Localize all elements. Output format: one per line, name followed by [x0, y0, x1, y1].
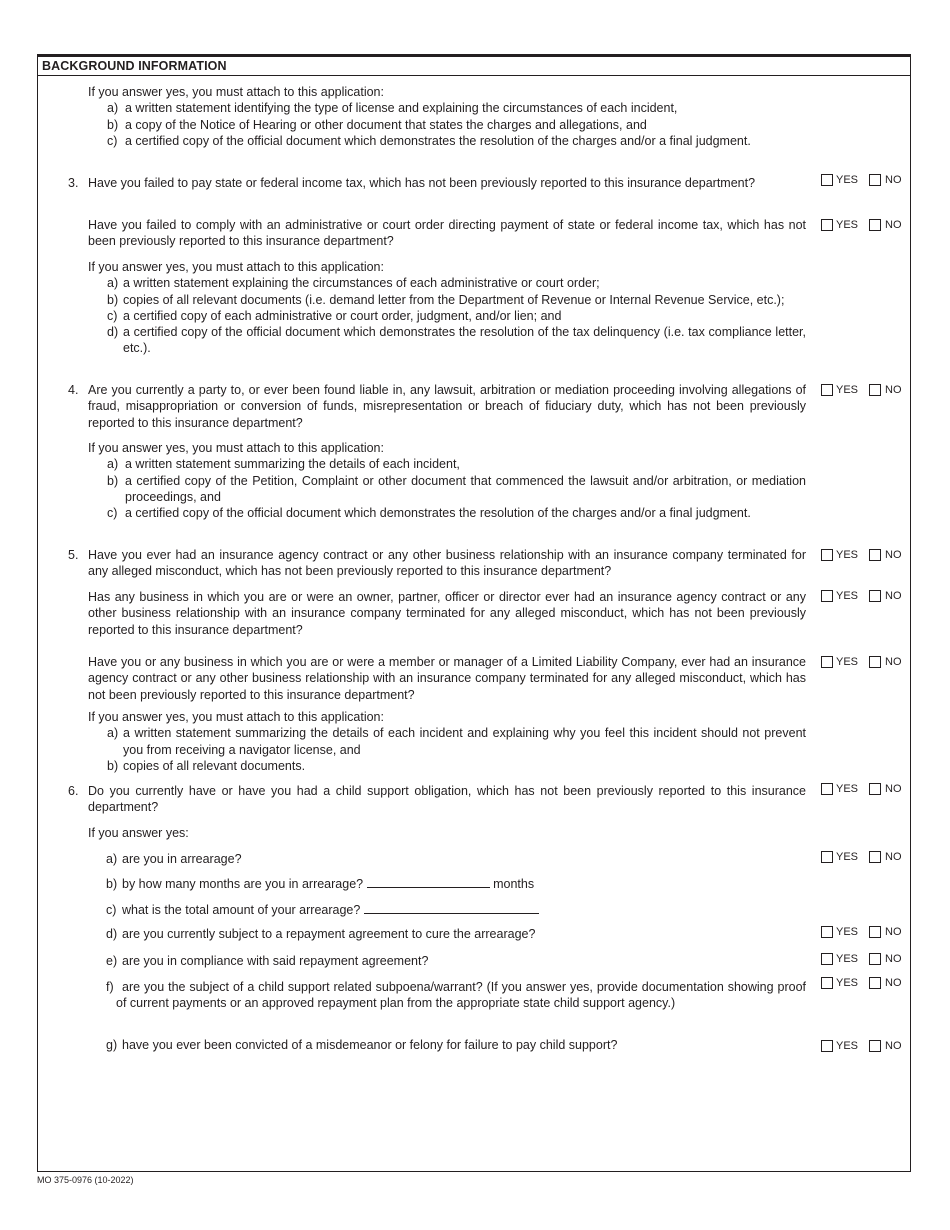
question-3-part-2: Have you failed to comply with an administrative or court order directing payment of state or federal income tax, which has not been previously reported to this insurance department? — [88, 218, 806, 249]
question-6e-answer: YES NO — [821, 953, 911, 969]
question-3-part-2-answer: YES NO — [821, 219, 911, 235]
question-6-answer: YES NO — [821, 783, 911, 799]
no-checkbox[interactable] — [869, 953, 881, 965]
question-6f: f) are you the subject of a child support related subpoena/warrant? (If you answer yes, provide documentation showing proof of current payments or an approved repayment plan from the appropriate state child support agency.) — [106, 980, 806, 1011]
yes-checkbox[interactable] — [821, 384, 833, 396]
list-item: a) a written statement explaining the circumstances of each administrative or court order; — [107, 276, 600, 291]
question-6e: e) are you in compliance with said repayment agreement? — [106, 954, 429, 968]
question-6a-answer: YES NO — [821, 851, 911, 867]
question-5-part-2: Has any business in which you are or were an owner, partner, officer or director ever had an insurance agency contract or any other business relationship with an insurance company terminated for any alleged misconduct, which has not been previously reported to this insurance department? — [88, 590, 806, 637]
question-5-part-2-answer: YES NO — [821, 590, 911, 606]
no-checkbox[interactable] — [869, 926, 881, 938]
yes-checkbox[interactable] — [821, 977, 833, 989]
no-checkbox[interactable] — [869, 1040, 881, 1052]
no-checkbox[interactable] — [869, 783, 881, 795]
yes-checkbox[interactable] — [821, 926, 833, 938]
no-checkbox[interactable] — [869, 851, 881, 863]
no-checkbox[interactable] — [869, 174, 881, 186]
yes-checkbox[interactable] — [821, 656, 833, 668]
list-item: a) a written statement summarizing the details of each incident and explaining why you feel this incident should not prevent you from receiving a navigator license, and — [107, 726, 806, 757]
background-information-section — [37, 54, 911, 1172]
list-item: a) a written statement identifying the type of license and explaining the circumstances of each incident, — [107, 101, 678, 116]
question-3-attachments: If you answer yes, you must attach to this application: a) a written statement explaining the circumstances of each administrative or court order; b) copies of all relevant documents (i.e. demand letter from the Department of Revenue or Internal Revenue Service, etc.); c) a certified copy of each administrative or court order, judgment, and/or lien; and d) a certified copy of the official document which demonstrates the resolution of the tax delinquency (i.e. tax compliance letter, etc.). — [88, 260, 806, 356]
question-5: 5. Have you ever had an insurance agency contract or any other business relationship with an insurance company terminated for any alleged misconduct, which has not been previously reported to this insurance department? — [68, 548, 806, 579]
question-6f-answer: YES NO — [821, 977, 911, 993]
question-5-part-3: Have you or any business in which you are or were a member or manager of a Limited Liability Company, ever had an insurance agency contract or any other business relationship with an insurance company terminated for any alleged misconduct, which has not been previously reported to this insurance department? — [88, 655, 806, 702]
list-item: b) a certified copy of the Petition, Complaint or other document that commenced the lawsuit and/or arbitration, or mediation proceedings, and — [107, 473, 806, 504]
question-6c: c) what is the total amount of your arrearage? — [106, 902, 806, 918]
yes-checkbox[interactable] — [821, 851, 833, 863]
months-input[interactable] — [367, 876, 490, 888]
question-6g-answer: YES NO — [821, 1040, 911, 1056]
question-5-part-3-answer: YES NO — [821, 656, 911, 672]
question-6d: d) are you currently subject to a repayment agreement to cure the arrearage? — [106, 927, 536, 941]
question-6d-answer: YES NO — [821, 926, 911, 942]
question-4: 4. Are you currently a party to, or ever been found liable in, any lawsuit, arbitration or mediation proceeding involving allegations of fraud, misappropriation or conversion of funds, misrepresentation or breach of fiduciary duty, which has not been previously reported to this insurance department? — [68, 383, 806, 430]
yes-checkbox[interactable] — [821, 174, 833, 186]
section-header — [38, 57, 910, 76]
arrearage-amount-input[interactable] — [364, 902, 539, 914]
question-5-answer: YES NO — [821, 549, 911, 565]
question-6: 6. Do you currently have or have you had a child support obligation, which has not been previously reported to this insurance department? — [68, 784, 806, 815]
yes-checkbox[interactable] — [821, 1040, 833, 1052]
yes-checkbox[interactable] — [821, 590, 833, 602]
section-title: BACKGROUND INFORMATION — [42, 59, 227, 73]
list-item: c) a certified copy of each administrative or court order, judgment, and/or lien; and — [107, 308, 562, 323]
yes-checkbox[interactable] — [821, 219, 833, 231]
yes-checkbox[interactable] — [821, 953, 833, 965]
no-checkbox[interactable] — [869, 590, 881, 602]
question-6g: g) have you ever been convicted of a misdemeanor or felony for failure to pay child support? — [106, 1038, 618, 1052]
question-5-attachments: If you answer yes, you must attach to this application: a) a written statement summarizing the details of each incident and explaining why you feel this incident should not prevent you from receiving a navigator license, and b) copies of all relevant documents. — [88, 710, 806, 773]
question-3: 3. Have you failed to pay state or federal income tax, which has not been previously reported to this insurance department? — [68, 176, 756, 190]
list-item: d) a certified copy of the official document which demonstrates the resolution of the tax delinquency (i.e. tax compliance letter, etc.). — [107, 325, 806, 356]
list-item: c) a certified copy of the official document which demonstrates the resolution of the charges and/or a final judgment. — [107, 133, 751, 148]
list-item: b) a copy of the Notice of Hearing or other document that states the charges and allegations, and — [107, 117, 647, 132]
no-checkbox[interactable] — [869, 977, 881, 989]
question-4-attachments: If you answer yes, you must attach to this application: a) a written statement summarizing the details of each incident, b) a certified copy of the Petition, Complaint or other document that commenced the lawsuit and/or arbitration, or mediation proceedings, and c) a certified copy of the official document which demonstrates the resolution of the charges and/or a final judgment. — [88, 441, 806, 521]
no-checkbox[interactable] — [869, 549, 881, 561]
yes-checkbox[interactable] — [821, 549, 833, 561]
question-3-answer: YES NO — [821, 174, 911, 190]
list-item: c) a certified copy of the official document which demonstrates the resolution of the charges and/or a final judgment. — [107, 506, 751, 521]
question-6b: b) by how many months are you in arrearage? months — [106, 877, 535, 891]
no-checkbox[interactable] — [869, 219, 881, 231]
list-item: b) copies of all relevant documents (i.e. demand letter from the Department of Revenue or Internal Revenue Service, etc.); — [107, 292, 785, 307]
no-checkbox[interactable] — [869, 656, 881, 668]
no-checkbox[interactable] — [869, 384, 881, 396]
attachment-intro: If you answer yes, you must attach to this application: — [88, 85, 384, 99]
question-4-answer: YES NO — [821, 384, 911, 400]
form-id: MO 375-0976 (10-2022) — [37, 1175, 134, 1185]
question-6a: a) are you in arrearage? — [106, 852, 242, 866]
question-6-intro: If you answer yes: — [88, 826, 189, 840]
attachment-instructions — [88, 84, 806, 149]
yes-checkbox[interactable] — [821, 783, 833, 795]
list-item: b) copies of all relevant documents. — [107, 758, 306, 773]
list-item: a) a written statement summarizing the details of each incident, — [107, 457, 460, 472]
